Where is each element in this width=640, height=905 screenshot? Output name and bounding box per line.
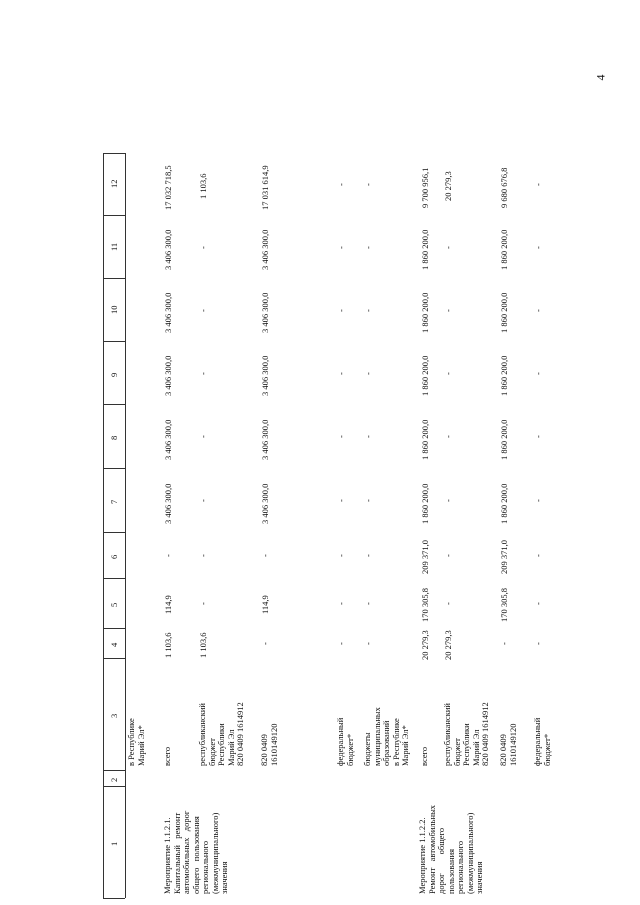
column-header: 8 bbox=[109, 435, 119, 440]
column-divider bbox=[103, 341, 125, 342]
value-cell: 1 860 200,0 bbox=[420, 292, 430, 334]
row-label: федеральный бюджет* bbox=[532, 717, 552, 766]
value-cell: - bbox=[443, 435, 453, 439]
value-cell: 1 103,6 bbox=[163, 632, 173, 659]
column-header: 9 bbox=[109, 372, 119, 377]
value-cell: - bbox=[533, 308, 543, 312]
row-label: бюджеты муниципальных образований в Республике Марий Эл* bbox=[362, 707, 410, 766]
column-header: 12 bbox=[109, 179, 119, 188]
column-header: 6 bbox=[109, 554, 119, 559]
value-cell: - bbox=[336, 245, 346, 249]
row-label: федеральный бюджет* bbox=[335, 717, 355, 766]
value-cell: 1 103,6 bbox=[198, 173, 208, 200]
value-cell: - bbox=[443, 602, 453, 606]
value-cell: - bbox=[363, 308, 373, 312]
value-cell: 3 406 300,0 bbox=[163, 355, 173, 397]
value-cell: 170 305,8 bbox=[420, 588, 430, 623]
value-cell: - bbox=[533, 245, 543, 249]
value-cell: - bbox=[336, 371, 346, 375]
value-cell: - bbox=[198, 554, 208, 558]
value-cell: 1 860 200,0 bbox=[420, 229, 430, 271]
value-cell: - bbox=[336, 602, 346, 606]
value-cell: 1 103,6 bbox=[198, 632, 208, 659]
value-cell: - bbox=[533, 183, 543, 187]
column-header: 11 bbox=[109, 242, 119, 251]
value-cell: - bbox=[198, 602, 208, 606]
value-cell: 1 860 200,0 bbox=[499, 292, 509, 334]
value-cell: 1 860 200,0 bbox=[420, 419, 430, 460]
value-cell: - bbox=[336, 435, 346, 439]
value-cell: - bbox=[363, 499, 373, 503]
value-cell: - bbox=[363, 371, 373, 375]
value-cell: 3 406 300,0 bbox=[260, 292, 270, 334]
value-cell: 114,9 bbox=[163, 594, 173, 614]
value-cell: 20 279,3 bbox=[443, 630, 453, 661]
row-label: 820 0409 1610149120 bbox=[498, 723, 518, 766]
value-cell: - bbox=[336, 183, 346, 187]
row-label: республиканский бюджет Республики Марий Эл 820 0409 1614912 bbox=[197, 702, 245, 766]
value-cell: - bbox=[336, 642, 346, 646]
value-cell: 3 406 300,0 bbox=[260, 229, 270, 271]
value-cell: 114,9 bbox=[260, 594, 270, 614]
column-header: 5 bbox=[109, 602, 119, 607]
value-cell: - bbox=[336, 308, 346, 312]
value-cell: 170 305,8 bbox=[499, 588, 509, 623]
column-header: 2 bbox=[109, 777, 119, 782]
value-cell: 3 406 300,0 bbox=[163, 292, 173, 334]
column-divider bbox=[103, 658, 125, 659]
column-header: 10 bbox=[109, 305, 119, 314]
value-cell: - bbox=[336, 499, 346, 503]
page-number: 4 bbox=[593, 74, 608, 81]
column-divider bbox=[103, 468, 125, 469]
column-divider bbox=[103, 628, 125, 629]
value-cell: 9 700 956,1 bbox=[420, 167, 430, 208]
value-cell: - bbox=[533, 435, 543, 439]
value-cell: - bbox=[363, 183, 373, 187]
value-cell: - bbox=[533, 371, 543, 375]
value-cell: 3 406 300,0 bbox=[260, 355, 270, 397]
value-cell: 3 406 300,0 bbox=[163, 483, 173, 524]
value-cell: - bbox=[363, 642, 373, 646]
value-cell: 1 860 200,0 bbox=[420, 355, 430, 397]
value-cell: - bbox=[533, 642, 543, 646]
value-cell: 1 860 200,0 bbox=[499, 483, 509, 524]
value-cell: 1 860 200,0 bbox=[420, 483, 430, 524]
measure-title: Мероприятие 1.1.2.1. Капитальный ремонт автомобильных дорог общего пользования регионального (межмуниципального) значения bbox=[162, 810, 229, 894]
value-cell: 209 371,0 bbox=[499, 540, 509, 575]
value-cell: 3 406 300,0 bbox=[163, 229, 173, 271]
value-cell: - bbox=[363, 435, 373, 439]
value-cell: - bbox=[533, 554, 543, 558]
header-band-line bbox=[125, 153, 126, 898]
value-cell: 3 406 300,0 bbox=[260, 483, 270, 524]
value-cell: - bbox=[260, 642, 270, 646]
value-cell: - bbox=[336, 554, 346, 558]
value-cell: 1 860 200,0 bbox=[499, 229, 509, 271]
value-cell: 17 031 614,9 bbox=[260, 165, 270, 210]
value-cell: - bbox=[163, 554, 173, 558]
value-cell: - bbox=[198, 435, 208, 439]
budget-table bbox=[103, 38, 550, 898]
value-cell: - bbox=[499, 642, 509, 646]
measure-title: Мероприятие 1.1.2.2. Ремонт автомобильных дорог общего пользования регионального (межмуниципального) значения bbox=[417, 804, 484, 894]
table-top-border bbox=[103, 153, 104, 898]
value-cell: - bbox=[533, 499, 543, 503]
value-cell: - bbox=[198, 371, 208, 375]
value-cell: 3 406 300,0 bbox=[260, 419, 270, 460]
column-divider bbox=[103, 404, 125, 405]
column-divider bbox=[103, 153, 125, 154]
value-cell: 9 680 676,8 bbox=[499, 167, 509, 208]
value-cell: - bbox=[198, 245, 208, 249]
row-label: всего bbox=[419, 746, 429, 766]
row-label: 820 0409 1610149120 bbox=[259, 723, 279, 766]
column-divider bbox=[103, 898, 125, 899]
row-label: республиканский бюджет Республики Марий Эл 820 0409 1614912 bbox=[442, 702, 490, 766]
value-cell: - bbox=[363, 554, 373, 558]
value-cell: - bbox=[260, 554, 270, 558]
value-cell: - bbox=[443, 308, 453, 312]
value-cell: - bbox=[198, 499, 208, 503]
value-cell: 1 860 200,0 bbox=[499, 419, 509, 460]
value-cell: - bbox=[443, 499, 453, 503]
column-header: 4 bbox=[109, 642, 119, 647]
column-header: 7 bbox=[109, 499, 119, 504]
value-cell: 20 279,3 bbox=[443, 171, 453, 202]
column-divider bbox=[103, 786, 125, 787]
value-cell: - bbox=[363, 602, 373, 606]
value-cell: - bbox=[443, 245, 453, 249]
value-cell: 3 406 300,0 bbox=[163, 419, 173, 460]
column-divider bbox=[103, 770, 125, 771]
value-cell: 209 371,0 bbox=[420, 540, 430, 575]
value-cell: - bbox=[533, 602, 543, 606]
value-cell: - bbox=[443, 371, 453, 375]
intro-text: в Республике Марий Эл* bbox=[126, 718, 146, 766]
column-divider bbox=[103, 278, 125, 279]
column-divider bbox=[103, 532, 125, 533]
value-cell: 17 032 718,5 bbox=[163, 165, 173, 210]
value-cell: 1 860 200,0 bbox=[499, 355, 509, 397]
value-cell: - bbox=[363, 245, 373, 249]
column-header: 1 bbox=[109, 841, 119, 846]
column-divider bbox=[103, 215, 125, 216]
value-cell: 20 279,3 bbox=[420, 630, 430, 661]
column-header: 3 bbox=[109, 713, 119, 718]
value-cell: - bbox=[198, 308, 208, 312]
value-cell: - bbox=[443, 554, 453, 558]
row-label: всего bbox=[162, 746, 172, 766]
column-divider bbox=[103, 578, 125, 579]
